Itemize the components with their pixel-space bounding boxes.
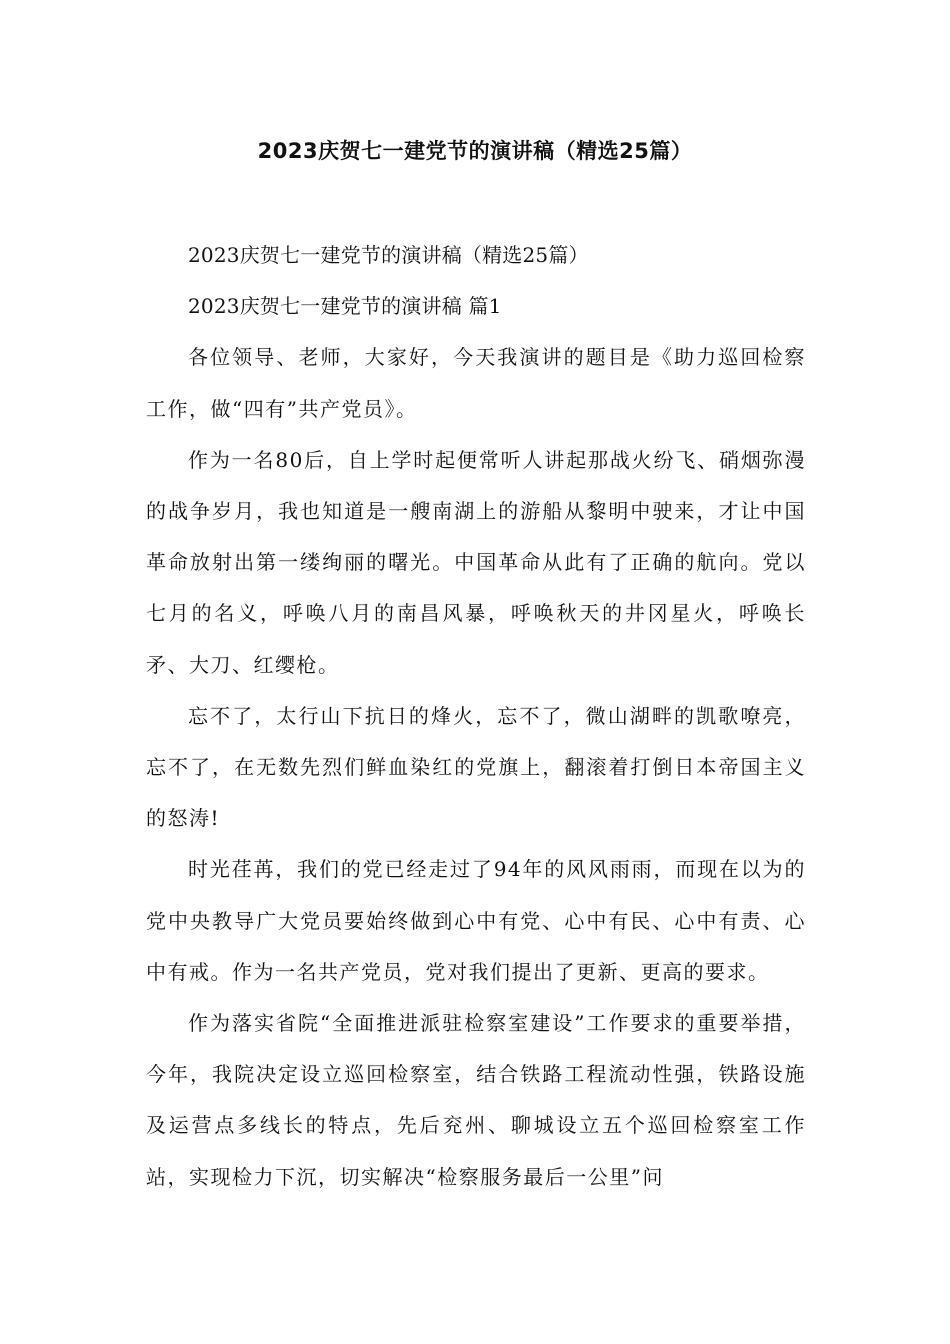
document-title: 2023庆贺七一建党节的演讲稿（精选25篇）: [257, 139, 693, 163]
paragraph-history: 作为一名80后，自上学时起便常听人讲起那战火纷飞、硝烟弥漫的战争岁月，我也知道是一艘南湖上的游船从黎明中驶来，才让中国革命放射出第一缕绚丽的曙光。中国革命从此有了正确的航向。党以七月的名义，呼唤八月的南昌风暴，呼唤秋天的井冈星火，呼唤长矛、大刀、红缨枪。: [146, 447, 806, 677]
paragraph-greeting: 各位领导、老师，大家好，今天我演讲的题目是《助力巡回检察工作，做“四有”共产党员》。: [146, 345, 806, 421]
paragraph-party-requirements: 时光荏苒，我们的党已经走过了94年的风风雨雨，而现在以为的党中央教导广大党员要始终做到心中有党、心中有民、心中有责、心中有戒。作为一名共产党员，党对我们提出了更新、更高的要求。: [146, 857, 806, 984]
document-body: [146, 230, 806, 1203]
paragraph-memory: 忘不了，太行山下抗日的烽火，忘不了，微山湖畔的凯歌嘹亮，忘不了，在无数先烈们鲜血染红的党旗上，翻滚着打倒日本帝国主义的怒涛!: [146, 703, 806, 831]
paragraph-subtitle: 2023庆贺七一建党节的演讲稿（精选25篇）: [188, 243, 589, 267]
paragraph-inspection-work: 作为落实省院“全面推进派驻检察室建设”工作要求的重要举措，今年，我院决定设立巡回检察室，结合铁路工程流动性强，铁路设施及运营点多线长的特点，先后兖州、聊城设立五个巡回检察室工作站，实现检力下沉，切实解决“检察服务最后一公里”问: [146, 1011, 806, 1189]
paragraph-section-heading: 2023庆贺七一建党节的演讲稿 篇1: [188, 294, 502, 319]
